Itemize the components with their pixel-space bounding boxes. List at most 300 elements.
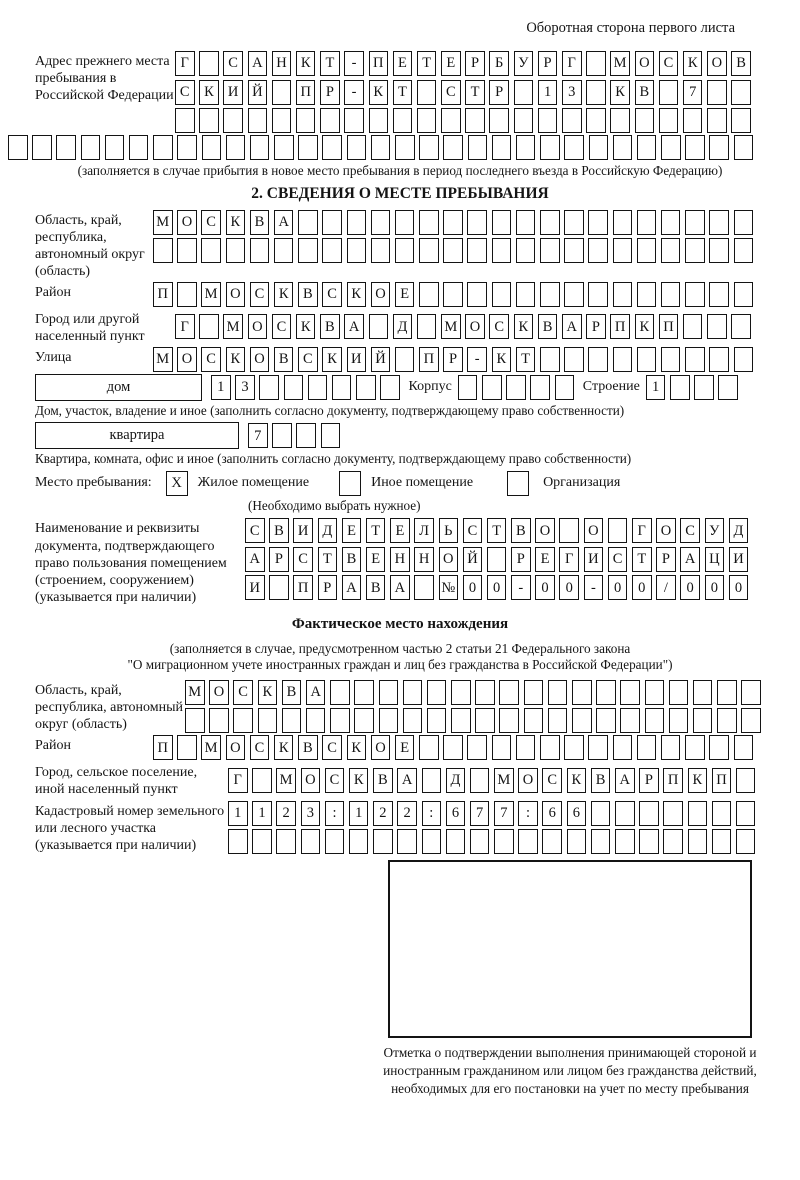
- char-cell: [661, 347, 681, 372]
- char-cell: [129, 135, 149, 160]
- char-cell: 7: [470, 801, 490, 826]
- char-cell: [185, 708, 205, 733]
- char-cell: 2: [276, 801, 296, 826]
- char-cell: К: [296, 51, 316, 76]
- char-cell: [8, 135, 28, 160]
- char-cell: [514, 80, 534, 105]
- char-cell: [373, 829, 393, 854]
- char-cell: [567, 829, 587, 854]
- char-cell: [637, 238, 657, 263]
- char-cell: О: [371, 735, 391, 760]
- char-cell: [613, 135, 633, 160]
- char-cell: 7: [494, 801, 514, 826]
- char-cell: [475, 680, 495, 705]
- char-cell: [395, 135, 415, 160]
- char-cell: [564, 210, 584, 235]
- char-row-prev-address-4: [8, 135, 792, 160]
- char-cell: А: [306, 680, 326, 705]
- stamp-caption: Отметка о подтверждении выполнения принимающей стороной и иностранным гражданином или лицом без гражданства действий, необходимых для его постановки на учет по месту пребывания: [383, 1045, 757, 1096]
- char-cell: [548, 680, 568, 705]
- char-cell: А: [562, 314, 582, 339]
- char-cell: В: [366, 575, 386, 600]
- char-cell: 0: [535, 575, 555, 600]
- char-cell: [369, 314, 389, 339]
- char-cell: [514, 108, 534, 133]
- char-cell: [443, 238, 463, 263]
- char-row-cadastral-1: [228, 801, 760, 826]
- char-cell: [693, 680, 713, 705]
- char-cell: [688, 829, 708, 854]
- char-cell: П: [296, 80, 316, 105]
- char-cell: П: [419, 347, 439, 372]
- char-cell: 1: [349, 801, 369, 826]
- char-cell: М: [153, 210, 173, 235]
- char-cell: [734, 282, 754, 307]
- char-cell: [670, 375, 690, 400]
- apartment-note: Квартира, комната, офис и иное (заполнить согласно документу, подтверждающему право собственности): [35, 451, 632, 467]
- char-cell: К: [567, 768, 587, 793]
- char-cell: [380, 375, 400, 400]
- char-cell: [637, 282, 657, 307]
- char-cell: 0: [487, 575, 507, 600]
- char-cell: П: [663, 768, 683, 793]
- char-cell: С: [298, 347, 318, 372]
- char-cell: 0: [705, 575, 725, 600]
- char-cell: [709, 347, 729, 372]
- char-cell: [371, 135, 391, 160]
- char-cell: [709, 735, 729, 760]
- char-cell: О: [535, 518, 555, 543]
- char-cell: [559, 518, 579, 543]
- char-cell: И: [223, 80, 243, 105]
- house-note: Дом, участок, владение и иное (заполнить согласно документу, подтверждающему право собственности): [35, 402, 625, 418]
- char-cell: 7: [248, 423, 268, 448]
- char-cell: [248, 108, 268, 133]
- char-cell: [322, 135, 342, 160]
- char-cell: Н: [414, 547, 434, 572]
- char-cell: [683, 108, 703, 133]
- char-cell: И: [729, 547, 749, 572]
- char-cell: В: [511, 518, 531, 543]
- char-cell: [637, 210, 657, 235]
- char-cell: О: [226, 735, 246, 760]
- char-cell: В: [269, 518, 289, 543]
- char-cell: К: [274, 735, 294, 760]
- char-cell: [530, 375, 550, 400]
- char-cell: [613, 238, 633, 263]
- char-cell: [645, 680, 665, 705]
- char-cell: К: [688, 768, 708, 793]
- char-cell: [564, 135, 584, 160]
- char-cell: [223, 108, 243, 133]
- char-cell: С: [325, 768, 345, 793]
- title-document-label: Наименование и реквизиты документа, подтверждающего право пользования помещением (строением, сооружением) (указывается при наличии): [35, 521, 227, 605]
- char-cell: [470, 829, 490, 854]
- char-cell: А: [680, 547, 700, 572]
- char-cell: [635, 108, 655, 133]
- char-cell: В: [320, 314, 340, 339]
- char-cell: [586, 108, 606, 133]
- char-cell: [298, 238, 318, 263]
- char-cell: [516, 135, 536, 160]
- char-cell: [588, 282, 608, 307]
- char-row-document-3: [245, 575, 753, 600]
- char-cell: Е: [342, 518, 362, 543]
- char-cell: [419, 282, 439, 307]
- back-side-note: Оборотная сторона первого листа: [526, 20, 735, 36]
- char-cell: А: [248, 51, 268, 76]
- char-cell: [458, 375, 478, 400]
- char-row-cadastral-2: [228, 829, 760, 854]
- char-cell: Р: [639, 768, 659, 793]
- char-cell: У: [705, 518, 725, 543]
- char-cell: [734, 735, 754, 760]
- char-cell: [736, 829, 756, 854]
- char-cell: Т: [487, 518, 507, 543]
- char-cell: К: [369, 80, 389, 105]
- char-cell: [555, 375, 575, 400]
- char-cell: [524, 680, 544, 705]
- char-cell: Т: [366, 518, 386, 543]
- char-cell: [645, 708, 665, 733]
- char-row-document-1: [245, 518, 753, 543]
- option-other-premises-label: Иное помещение: [371, 475, 474, 491]
- char-cell: О: [209, 680, 229, 705]
- char-cell: [427, 680, 447, 705]
- char-cell: [443, 210, 463, 235]
- char-cell: 3: [301, 801, 321, 826]
- char-cell: [608, 518, 628, 543]
- char-cell: [153, 238, 173, 263]
- char-cell: [417, 314, 437, 339]
- char-cell: [736, 801, 756, 826]
- char-cell: Д: [446, 768, 466, 793]
- char-cell: Г: [632, 518, 652, 543]
- char-cell: [741, 680, 761, 705]
- char-cell: [395, 210, 415, 235]
- char-cell: [296, 423, 316, 448]
- char-cell: М: [276, 768, 296, 793]
- char-cell: [482, 375, 502, 400]
- char-cell: [731, 80, 751, 105]
- char-cell: [467, 238, 487, 263]
- actual-city-label: Город, сельское поселение, иной населенный пункт: [35, 765, 198, 798]
- char-cell: [734, 210, 754, 235]
- char-cell: Е: [535, 547, 555, 572]
- char-cell: В: [298, 282, 318, 307]
- char-cell: [395, 347, 415, 372]
- char-cell: 1: [211, 375, 231, 400]
- char-cell: [489, 108, 509, 133]
- char-cell: Р: [538, 51, 558, 76]
- char-cell: [620, 708, 640, 733]
- char-cell: [417, 108, 437, 133]
- char-cell: [596, 708, 616, 733]
- char-cell: Г: [562, 51, 582, 76]
- char-cell: О: [635, 51, 655, 76]
- char-cell: 0: [559, 575, 579, 600]
- char-cell: Т: [393, 80, 413, 105]
- char-cell: О: [177, 347, 197, 372]
- char-cell: [709, 135, 729, 160]
- char-cell: [564, 282, 584, 307]
- char-cell: [419, 238, 439, 263]
- char-cell: 1: [538, 80, 558, 105]
- char-cell: О: [707, 51, 727, 76]
- char-cell: [422, 829, 442, 854]
- char-cell: [250, 135, 270, 160]
- char-cell: Т: [632, 547, 652, 572]
- char-cell: П: [712, 768, 732, 793]
- char-row-document-2: [245, 547, 753, 572]
- char-cell: [639, 829, 659, 854]
- char-cell: М: [185, 680, 205, 705]
- char-row-prev-address-3: [175, 108, 756, 133]
- char-cell: О: [371, 282, 391, 307]
- actual-district-label: Район: [35, 738, 71, 754]
- char-row-actual-city: [228, 768, 760, 793]
- char-cell: [422, 768, 442, 793]
- char-cell: [269, 575, 289, 600]
- char-cell: [586, 80, 606, 105]
- char-cell: [736, 768, 756, 793]
- char-cell: 0: [632, 575, 652, 600]
- char-cell: [712, 801, 732, 826]
- char-cell: [734, 238, 754, 263]
- char-cell: В: [342, 547, 362, 572]
- char-cell: Н: [390, 547, 410, 572]
- char-cell: [685, 238, 705, 263]
- char-cell: Й: [248, 80, 268, 105]
- char-cell: -: [467, 347, 487, 372]
- char-cell: [709, 238, 729, 263]
- char-row-region-1: [153, 210, 758, 235]
- char-cell: [669, 680, 689, 705]
- char-cell: [663, 801, 683, 826]
- char-cell: [202, 135, 222, 160]
- char-cell: М: [494, 768, 514, 793]
- char-cell: К: [226, 347, 246, 372]
- char-cell: [564, 238, 584, 263]
- char-cell: [330, 708, 350, 733]
- char-cell: [322, 210, 342, 235]
- prev-address-note: (заполняется в случае прибытия в новое место пребывания в период последнего въезда в Российскую Федерацию): [77, 163, 723, 178]
- char-cell: И: [347, 347, 367, 372]
- char-cell: [199, 51, 219, 76]
- section2-heading: 2. СВЕДЕНИЯ О МЕСТЕ ПРЕБЫВАНИЯ: [251, 184, 549, 202]
- char-cell: К: [322, 347, 342, 372]
- char-cell: [322, 238, 342, 263]
- char-cell: [443, 282, 463, 307]
- char-cell: 0: [680, 575, 700, 600]
- actual-location-heading: Фактическое место нахождения: [291, 615, 509, 632]
- actual-region-label: Область, край, республика, автономный округ (область): [35, 682, 184, 733]
- char-cell: [226, 238, 246, 263]
- char-row-actual-region-2: [185, 708, 766, 733]
- char-cell: О: [250, 347, 270, 372]
- char-cell: [712, 829, 732, 854]
- char-cell: С: [542, 768, 562, 793]
- char-cell: [685, 210, 705, 235]
- char-cell: Г: [175, 51, 195, 76]
- char-cell: [347, 238, 367, 263]
- house-row: [35, 374, 792, 401]
- char-cell: [717, 680, 737, 705]
- char-cell: [419, 210, 439, 235]
- char-cell: [499, 680, 519, 705]
- district-field: [35, 282, 792, 307]
- char-cell: [105, 135, 125, 160]
- char-cell: [298, 135, 318, 160]
- char-cell: В: [635, 80, 655, 105]
- char-cell: [199, 108, 219, 133]
- char-cell: А: [274, 210, 294, 235]
- char-cell: Т: [417, 51, 437, 76]
- char-cell: [613, 735, 633, 760]
- char-cell: В: [282, 680, 302, 705]
- city-label: Город или другой населенный пункт: [35, 311, 145, 344]
- char-cell: [284, 375, 304, 400]
- char-cell: В: [250, 210, 270, 235]
- char-cell: [395, 238, 415, 263]
- char-cell: [694, 375, 714, 400]
- char-cell: 6: [542, 801, 562, 826]
- char-cell: -: [584, 575, 604, 600]
- prev-address-label: Адрес прежнего места пребывания в Российской Федерации: [35, 54, 174, 104]
- char-cell: О: [301, 768, 321, 793]
- char-cell: /: [656, 575, 676, 600]
- char-cell: П: [610, 314, 630, 339]
- char-cell: К: [349, 768, 369, 793]
- char-cell: [153, 135, 173, 160]
- char-cell: Е: [393, 51, 413, 76]
- stay-place-label: Место пребывания:: [35, 475, 152, 491]
- char-cell: [403, 708, 423, 733]
- char-cell: [613, 210, 633, 235]
- title-document-field: [35, 518, 792, 605]
- char-cell: Е: [441, 51, 461, 76]
- char-cell: М: [223, 314, 243, 339]
- char-cell: Р: [586, 314, 606, 339]
- char-cell: [379, 680, 399, 705]
- char-cell: [492, 238, 512, 263]
- char-cell: Б: [489, 51, 509, 76]
- char-cell: С: [441, 80, 461, 105]
- char-cell: [492, 210, 512, 235]
- char-cell: [467, 210, 487, 235]
- char-cell: [734, 347, 754, 372]
- char-row-prev-address-1: [175, 51, 756, 76]
- char-cell: [492, 735, 512, 760]
- char-cell: [620, 680, 640, 705]
- char-cell: [301, 829, 321, 854]
- char-cell: [306, 708, 326, 733]
- char-cell: [369, 108, 389, 133]
- char-cell: [564, 735, 584, 760]
- char-cell: [332, 375, 352, 400]
- char-cell: [354, 708, 374, 733]
- char-cell: О: [177, 210, 197, 235]
- char-cell: [707, 80, 727, 105]
- char-cell: 6: [567, 801, 587, 826]
- char-cell: [487, 547, 507, 572]
- char-cell: [637, 735, 657, 760]
- char-cell: [175, 108, 195, 133]
- char-cell: [344, 108, 364, 133]
- char-cell: Т: [465, 80, 485, 105]
- char-cell: [258, 708, 278, 733]
- char-cell: П: [153, 282, 173, 307]
- char-cell: -: [511, 575, 531, 600]
- char-cell: В: [538, 314, 558, 339]
- char-cell: [637, 347, 657, 372]
- char-cell: С: [680, 518, 700, 543]
- char-cell: [588, 735, 608, 760]
- char-cell: [177, 282, 197, 307]
- char-cell: С: [322, 282, 342, 307]
- actual-district-field: [35, 735, 792, 760]
- char-cell: [731, 108, 751, 133]
- char-cell: [707, 314, 727, 339]
- char-cell: А: [245, 547, 265, 572]
- char-cell: [588, 210, 608, 235]
- char-cell: У: [514, 51, 534, 76]
- char-row-stroenie: [646, 375, 743, 400]
- char-cell: [506, 375, 526, 400]
- char-cell: Р: [320, 80, 340, 105]
- char-cell: [518, 829, 538, 854]
- char-cell: Р: [465, 51, 485, 76]
- char-cell: [274, 135, 294, 160]
- stay-place-row: [35, 471, 792, 496]
- char-cell: [741, 708, 761, 733]
- char-cell: 3: [235, 375, 255, 400]
- char-cell: [538, 108, 558, 133]
- char-cell: П: [369, 51, 389, 76]
- char-cell: М: [153, 347, 173, 372]
- char-cell: К: [199, 80, 219, 105]
- char-cell: М: [201, 735, 221, 760]
- char-cell: А: [615, 768, 635, 793]
- cadastral-label: Кадастровый номер земельного или лесного участка (указывается при наличии): [35, 803, 225, 853]
- char-cell: С: [608, 547, 628, 572]
- char-cell: [731, 314, 751, 339]
- char-cell: [379, 708, 399, 733]
- char-cell: В: [298, 735, 318, 760]
- char-cell: П: [153, 735, 173, 760]
- char-cell: [516, 210, 536, 235]
- char-cell: [443, 135, 463, 160]
- char-cell: [610, 108, 630, 133]
- char-cell: К: [347, 282, 367, 307]
- char-cell: [467, 282, 487, 307]
- char-cell: [441, 108, 461, 133]
- char-cell: Й: [463, 547, 483, 572]
- char-cell: О: [439, 547, 459, 572]
- char-row-prev-address-2: [175, 80, 756, 105]
- char-cell: Н: [272, 51, 292, 76]
- char-row-korpus: [458, 375, 579, 400]
- char-cell: Й: [371, 347, 391, 372]
- char-cell: 1: [252, 801, 272, 826]
- char-cell: Е: [366, 547, 386, 572]
- char-cell: И: [245, 575, 265, 600]
- char-cell: 0: [729, 575, 749, 600]
- char-cell: Г: [559, 547, 579, 572]
- char-cell: К: [635, 314, 655, 339]
- char-cell: Г: [228, 768, 248, 793]
- char-cell: [371, 210, 391, 235]
